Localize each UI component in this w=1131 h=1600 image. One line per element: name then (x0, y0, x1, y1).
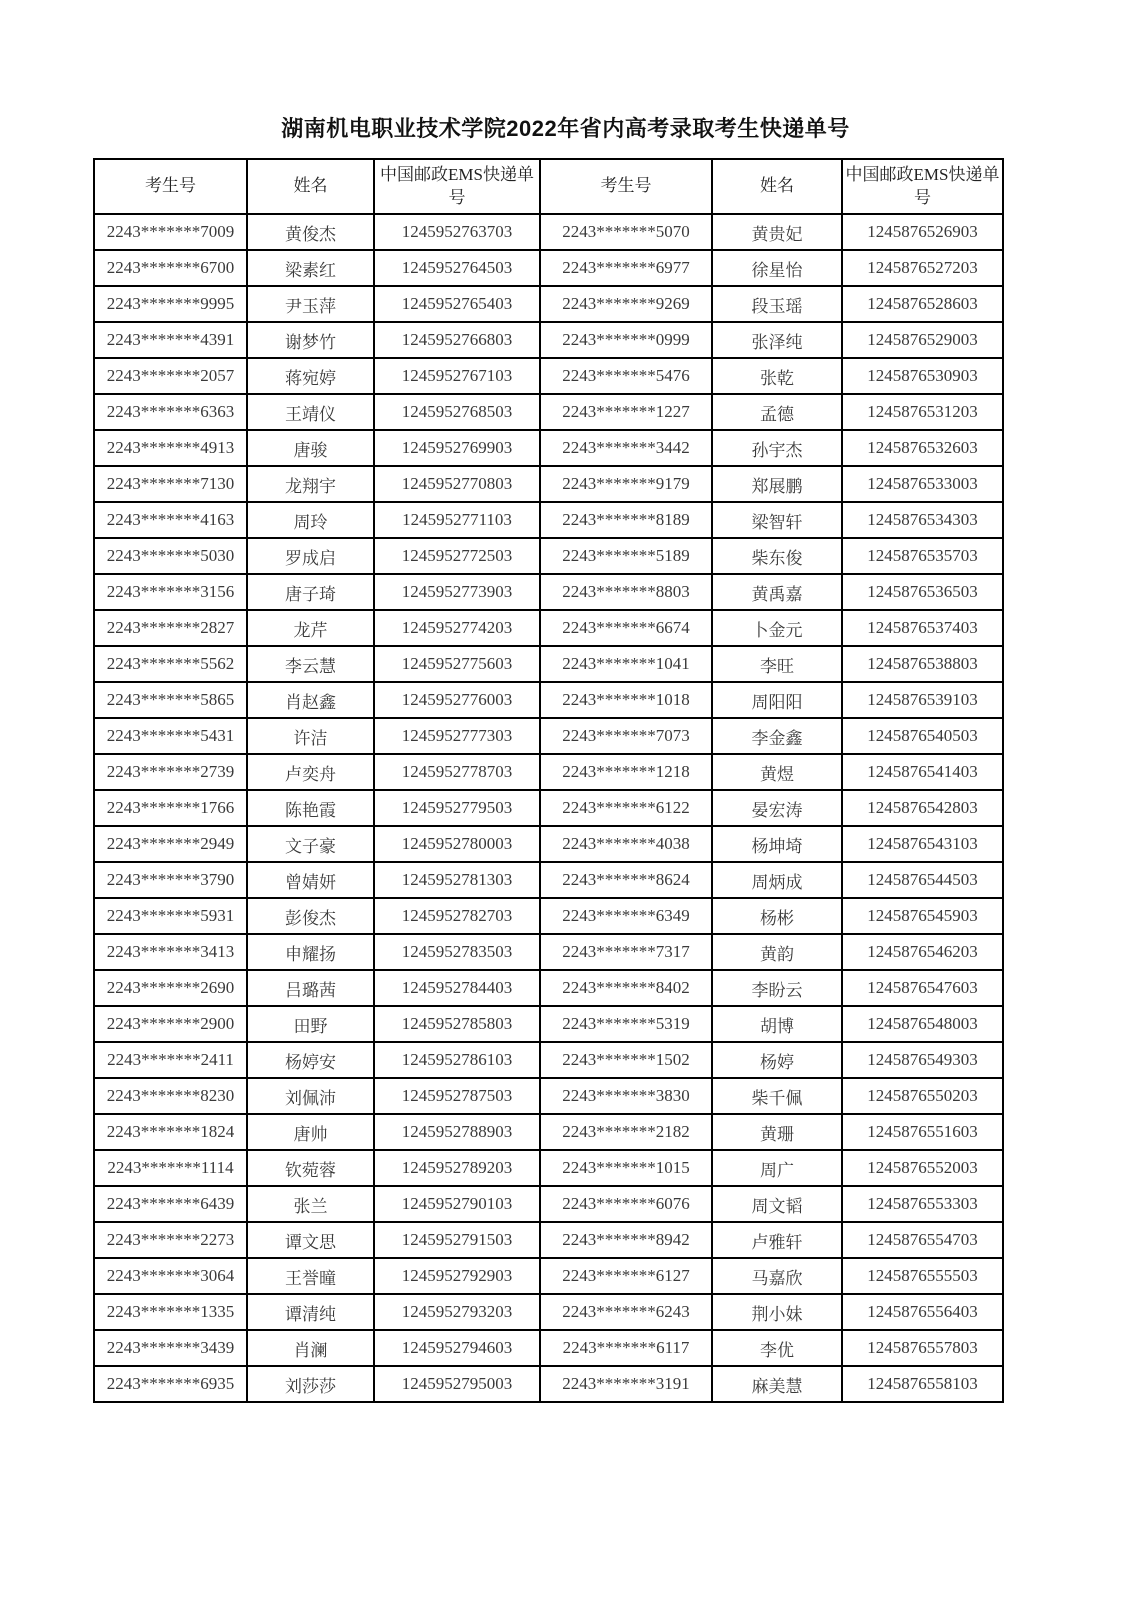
ems-number-cell: 1245876537403 (842, 610, 1003, 646)
name-cell: 谭文思 (247, 1222, 374, 1258)
candidate-number-cell: 2243*******3064 (94, 1258, 247, 1294)
table-row (94, 610, 1003, 646)
ems-number-cell: 1245876554703 (842, 1222, 1003, 1258)
candidate-number-cell: 2243*******3156 (94, 574, 247, 610)
ems-number-cell: 1245876551603 (842, 1114, 1003, 1150)
candidate-number-cell: 2243*******2690 (94, 970, 247, 1006)
table-row (94, 322, 1003, 358)
name-cell: 谭清纯 (247, 1294, 374, 1330)
candidate-number-cell: 2243*******1018 (540, 682, 712, 718)
ems-number-cell: 1245876556403 (842, 1294, 1003, 1330)
candidate-number-cell: 2243*******6349 (540, 898, 712, 934)
ems-number-cell: 1245952783503 (374, 934, 540, 970)
name-cell: 马嘉欣 (712, 1258, 842, 1294)
table-row (94, 286, 1003, 322)
ems-number-cell: 1245952776003 (374, 682, 540, 718)
table-row (94, 898, 1003, 934)
name-cell: 梁素红 (247, 250, 374, 286)
candidate-number-cell: 2243*******2827 (94, 610, 247, 646)
name-cell: 曾婧妍 (247, 862, 374, 898)
name-cell: 尹玉萍 (247, 286, 374, 322)
candidate-number-cell: 2243*******1218 (540, 754, 712, 790)
name-cell: 杨婷 (712, 1042, 842, 1078)
ems-number-cell: 1245952788903 (374, 1114, 540, 1150)
name-cell: 柴千佩 (712, 1078, 842, 1114)
ems-number-cell: 1245876532603 (842, 430, 1003, 466)
header-row (94, 159, 1003, 214)
name-cell: 黄禹嘉 (712, 574, 842, 610)
ems-number-cell: 1245952775603 (374, 646, 540, 682)
candidate-number-cell: 2243*******8624 (540, 862, 712, 898)
candidate-number-cell: 2243*******1824 (94, 1114, 247, 1150)
candidate-number-cell: 2243*******6243 (540, 1294, 712, 1330)
candidate-number-cell: 2243*******5865 (94, 682, 247, 718)
candidate-number-cell: 2243*******5189 (540, 538, 712, 574)
candidate-number-cell: 2243*******8230 (94, 1078, 247, 1114)
express-number-table (93, 158, 1004, 1403)
name-cell: 张泽纯 (712, 322, 842, 358)
candidate-number-cell: 2243*******5319 (540, 1006, 712, 1042)
table-row (94, 862, 1003, 898)
name-cell: 周阳阳 (712, 682, 842, 718)
ems-number-cell: 1245952773903 (374, 574, 540, 610)
ems-number-cell: 1245952782703 (374, 898, 540, 934)
candidate-number-cell: 2243*******1015 (540, 1150, 712, 1186)
candidate-number-cell: 2243*******8942 (540, 1222, 712, 1258)
name-cell: 黄煜 (712, 754, 842, 790)
candidate-number-cell: 2243*******1502 (540, 1042, 712, 1078)
name-cell: 罗成启 (247, 538, 374, 574)
name-cell: 周广 (712, 1150, 842, 1186)
candidate-number-cell: 2243*******4913 (94, 430, 247, 466)
candidate-number-cell: 2243*******6127 (540, 1258, 712, 1294)
name-header: 姓名 (247, 159, 374, 214)
candidate-number-cell: 2243*******6122 (540, 790, 712, 826)
ems-number-cell: 1245952789203 (374, 1150, 540, 1186)
ems-number-cell: 1245876543103 (842, 826, 1003, 862)
candidate-number-cell: 2243*******5476 (540, 358, 712, 394)
ems-number-cell: 1245952769903 (374, 430, 540, 466)
ems-number-cell: 1245876558103 (842, 1366, 1003, 1402)
ems-number-cell: 1245952777303 (374, 718, 540, 754)
ems-number-cell: 1245952781303 (374, 862, 540, 898)
candidate-number-cell: 2243*******0999 (540, 322, 712, 358)
ems-number-cell: 1245952765403 (374, 286, 540, 322)
name-cell: 荆小妹 (712, 1294, 842, 1330)
name-cell: 肖澜 (247, 1330, 374, 1366)
ems-number-cell: 1245952772503 (374, 538, 540, 574)
candidate-number-cell: 2243*******7009 (94, 214, 247, 250)
candidate-number-cell: 2243*******1041 (540, 646, 712, 682)
name-cell: 谢梦竹 (247, 322, 374, 358)
candidate-number-cell: 2243*******2949 (94, 826, 247, 862)
ems-number-cell: 1245876546203 (842, 934, 1003, 970)
name-cell: 肖赵鑫 (247, 682, 374, 718)
ems-number-cell: 1245876527203 (842, 250, 1003, 286)
candidate-number-cell: 2243*******5070 (540, 214, 712, 250)
ems-number-cell: 1245876539103 (842, 682, 1003, 718)
table-row (94, 790, 1003, 826)
name-cell: 田野 (247, 1006, 374, 1042)
ems-number-cell: 1245952786103 (374, 1042, 540, 1078)
name-cell: 李盼云 (712, 970, 842, 1006)
candidate-number-cell: 2243*******4163 (94, 502, 247, 538)
name-cell: 孙宇杰 (712, 430, 842, 466)
name-cell: 张兰 (247, 1186, 374, 1222)
ems-number-cell: 1245952774203 (374, 610, 540, 646)
candidate-number-cell: 2243*******6363 (94, 394, 247, 430)
ems-number-cell: 1245876555503 (842, 1258, 1003, 1294)
ems-number-cell: 1245876544503 (842, 862, 1003, 898)
table-row (94, 502, 1003, 538)
ems-number-cell: 1245952793203 (374, 1294, 540, 1330)
ems-number-cell: 1245876540503 (842, 718, 1003, 754)
ems-number-cell: 1245876526903 (842, 214, 1003, 250)
ems-number-cell: 1245952792903 (374, 1258, 540, 1294)
table-row (94, 754, 1003, 790)
table-row (94, 1330, 1003, 1366)
candidate-number-cell: 2243*******3191 (540, 1366, 712, 1402)
name-cell: 李优 (712, 1330, 842, 1366)
ems-number-cell: 1245952766803 (374, 322, 540, 358)
name-cell: 王靖仪 (247, 394, 374, 430)
ems-number-cell: 1245952763703 (374, 214, 540, 250)
name-cell: 卜金元 (712, 610, 842, 646)
candidate-number-cell: 2243*******7130 (94, 466, 247, 502)
name-cell: 段玉瑶 (712, 286, 842, 322)
ems-number-cell: 1245876530903 (842, 358, 1003, 394)
candidate-number-cell: 2243*******1766 (94, 790, 247, 826)
table-row (94, 1006, 1003, 1042)
ems-number-cell: 1245876548003 (842, 1006, 1003, 1042)
name-cell: 黄韵 (712, 934, 842, 970)
candidate-number-header: 考生号 (94, 159, 247, 214)
ems-number-cell: 1245952795003 (374, 1366, 540, 1402)
table-row (94, 1366, 1003, 1402)
table-row (94, 394, 1003, 430)
name-cell: 杨坤埼 (712, 826, 842, 862)
name-cell: 郑展鹏 (712, 466, 842, 502)
ems-number-cell: 1245876545903 (842, 898, 1003, 934)
ems-number-cell: 1245876528603 (842, 286, 1003, 322)
ems-number-cell: 1245952794603 (374, 1330, 540, 1366)
table-row (94, 1222, 1003, 1258)
candidate-number-cell: 2243*******5030 (94, 538, 247, 574)
ems-number-cell: 1245952791503 (374, 1222, 540, 1258)
name-cell: 李金鑫 (712, 718, 842, 754)
table-row (94, 214, 1003, 250)
candidate-number-cell: 2243*******9995 (94, 286, 247, 322)
name-cell: 蒋宛婷 (247, 358, 374, 394)
table-row (94, 970, 1003, 1006)
ems-number-cell: 1245952768503 (374, 394, 540, 430)
name-cell: 周玲 (247, 502, 374, 538)
ems-number-cell: 1245876533003 (842, 466, 1003, 502)
table-row (94, 538, 1003, 574)
name-cell: 卢奕舟 (247, 754, 374, 790)
table-row (94, 1258, 1003, 1294)
table-row (94, 574, 1003, 610)
name-cell: 李云慧 (247, 646, 374, 682)
table-row (94, 934, 1003, 970)
name-cell: 孟德 (712, 394, 842, 430)
name-cell: 杨彬 (712, 898, 842, 934)
ems-number-cell: 1245876535703 (842, 538, 1003, 574)
name-cell: 胡博 (712, 1006, 842, 1042)
candidate-number-cell: 2243*******6076 (540, 1186, 712, 1222)
table-row (94, 718, 1003, 754)
name-cell: 吕璐茜 (247, 970, 374, 1006)
candidate-number-cell: 2243*******2739 (94, 754, 247, 790)
ems-number-cell: 1245876557803 (842, 1330, 1003, 1366)
table-row (94, 250, 1003, 286)
name-cell: 杨婷安 (247, 1042, 374, 1078)
candidate-number-cell: 2243*******7317 (540, 934, 712, 970)
table-row (94, 1186, 1003, 1222)
candidate-number-cell: 2243*******8189 (540, 502, 712, 538)
candidate-number-cell: 2243*******4391 (94, 322, 247, 358)
ems-number-cell: 1245952779503 (374, 790, 540, 826)
name-cell: 唐帅 (247, 1114, 374, 1150)
candidate-number-cell: 2243*******9179 (540, 466, 712, 502)
name-cell: 唐子琦 (247, 574, 374, 610)
ems-number-cell: 1245876536503 (842, 574, 1003, 610)
candidate-number-cell: 2243*******3413 (94, 934, 247, 970)
ems-number-cell: 1245952787503 (374, 1078, 540, 1114)
candidate-number-cell: 2243*******1114 (94, 1150, 247, 1186)
ems-number-header: 中国邮政EMS快递单号 (842, 159, 1003, 214)
candidate-number-cell: 2243*******9269 (540, 286, 712, 322)
name-cell: 申耀扬 (247, 934, 374, 970)
name-cell: 龙翔宇 (247, 466, 374, 502)
name-cell: 陈艳霞 (247, 790, 374, 826)
candidate-number-cell: 2243*******5931 (94, 898, 247, 934)
table-row (94, 1150, 1003, 1186)
table-row (94, 1294, 1003, 1330)
candidate-number-cell: 2243*******2057 (94, 358, 247, 394)
name-cell: 黄贵妃 (712, 214, 842, 250)
candidate-number-cell: 2243*******6439 (94, 1186, 247, 1222)
ems-number-cell: 1245952784403 (374, 970, 540, 1006)
name-cell: 张乾 (712, 358, 842, 394)
page-title: 湖南机电职业技术学院2022年省内高考录取考生快递单号 (281, 116, 850, 141)
candidate-number-cell: 2243*******4038 (540, 826, 712, 862)
candidate-number-cell: 2243*******1335 (94, 1294, 247, 1330)
table-row (94, 1114, 1003, 1150)
ems-number-cell: 1245876542803 (842, 790, 1003, 826)
ems-number-cell: 1245876538803 (842, 646, 1003, 682)
ems-number-cell: 1245952785803 (374, 1006, 540, 1042)
candidate-number-cell: 2243*******5562 (94, 646, 247, 682)
table-header (94, 159, 1003, 214)
table-row (94, 430, 1003, 466)
ems-number-cell: 1245876541403 (842, 754, 1003, 790)
name-cell: 周文韬 (712, 1186, 842, 1222)
name-cell: 卢雅轩 (712, 1222, 842, 1258)
candidate-number-cell: 2243*******2411 (94, 1042, 247, 1078)
name-cell: 文子豪 (247, 826, 374, 862)
ems-number-cell: 1245952780003 (374, 826, 540, 862)
name-cell: 刘佩沛 (247, 1078, 374, 1114)
name-cell: 周炳成 (712, 862, 842, 898)
candidate-number-cell: 2243*******5431 (94, 718, 247, 754)
name-cell: 许洁 (247, 718, 374, 754)
candidate-number-cell: 2243*******8803 (540, 574, 712, 610)
name-cell: 梁智轩 (712, 502, 842, 538)
candidate-number-cell: 2243*******6977 (540, 250, 712, 286)
candidate-number-cell: 2243*******3790 (94, 862, 247, 898)
table-body (94, 214, 1003, 1402)
ems-number-cell: 1245876534303 (842, 502, 1003, 538)
table-row (94, 358, 1003, 394)
candidate-number-cell: 2243*******2182 (540, 1114, 712, 1150)
candidate-number-cell: 2243*******6935 (94, 1366, 247, 1402)
ems-number-cell: 1245876549303 (842, 1042, 1003, 1078)
ems-number-cell: 1245876552003 (842, 1150, 1003, 1186)
candidate-number-cell: 2243*******1227 (540, 394, 712, 430)
candidate-number-cell: 2243*******3439 (94, 1330, 247, 1366)
name-cell: 徐星怡 (712, 250, 842, 286)
candidate-number-cell: 2243*******3442 (540, 430, 712, 466)
ems-number-cell: 1245876529003 (842, 322, 1003, 358)
table-row (94, 1042, 1003, 1078)
name-cell: 黄俊杰 (247, 214, 374, 250)
ems-number-cell: 1245952778703 (374, 754, 540, 790)
ems-number-cell: 1245952764503 (374, 250, 540, 286)
candidate-number-cell: 2243*******6117 (540, 1330, 712, 1366)
table-row (94, 466, 1003, 502)
candidate-number-cell: 2243*******7073 (540, 718, 712, 754)
ems-number-cell: 1245952790103 (374, 1186, 540, 1222)
candidate-number-cell: 2243*******6700 (94, 250, 247, 286)
name-cell: 唐骏 (247, 430, 374, 466)
ems-number-cell: 1245952770803 (374, 466, 540, 502)
candidate-number-cell: 2243*******3830 (540, 1078, 712, 1114)
candidate-number-header: 考生号 (540, 159, 712, 214)
ems-number-cell: 1245952771103 (374, 502, 540, 538)
name-cell: 李旺 (712, 646, 842, 682)
candidate-number-cell: 2243*******6674 (540, 610, 712, 646)
ems-number-cell: 1245876531203 (842, 394, 1003, 430)
table-row (94, 826, 1003, 862)
ems-number-cell: 1245876550203 (842, 1078, 1003, 1114)
table-row (94, 682, 1003, 718)
ems-number-cell: 1245952767103 (374, 358, 540, 394)
table-row (94, 646, 1003, 682)
name-cell: 晏宏涛 (712, 790, 842, 826)
name-cell: 钦菀蓉 (247, 1150, 374, 1186)
name-cell: 柴东俊 (712, 538, 842, 574)
name-cell: 刘莎莎 (247, 1366, 374, 1402)
table-row (94, 1078, 1003, 1114)
name-header: 姓名 (712, 159, 842, 214)
candidate-number-cell: 2243*******8402 (540, 970, 712, 1006)
name-cell: 麻美慧 (712, 1366, 842, 1402)
candidate-number-cell: 2243*******2273 (94, 1222, 247, 1258)
name-cell: 彭俊杰 (247, 898, 374, 934)
ems-number-cell: 1245876547603 (842, 970, 1003, 1006)
name-cell: 黄珊 (712, 1114, 842, 1150)
ems-number-header: 中国邮政EMS快递单号 (374, 159, 540, 214)
ems-number-cell: 1245876553303 (842, 1186, 1003, 1222)
candidate-number-cell: 2243*******2900 (94, 1006, 247, 1042)
name-cell: 龙芹 (247, 610, 374, 646)
name-cell: 王誉曈 (247, 1258, 374, 1294)
